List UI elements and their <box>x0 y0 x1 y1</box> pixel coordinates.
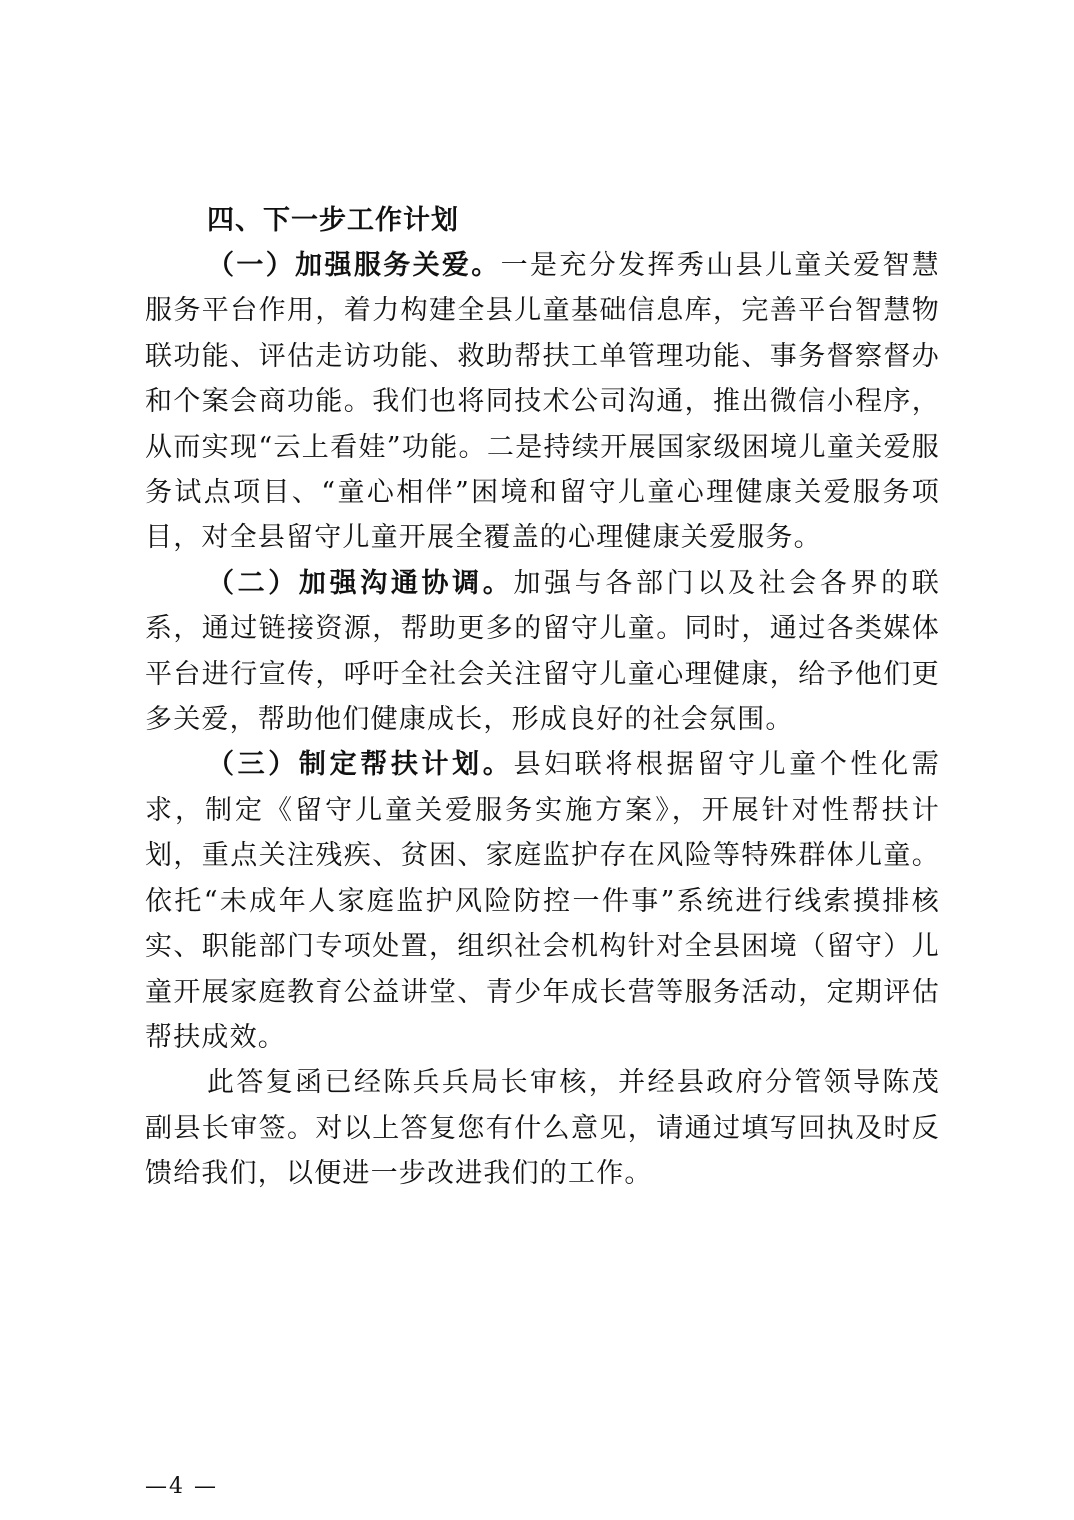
paragraph-text: 此答复函已经陈兵兵局长审核，并经县政府分管领导陈茂副县长审签。对以上答复您有什么意见，请通过填写回执及时反馈给我们，以便进一步改进我们的工作。 <box>145 1067 940 1190</box>
paragraph-closing <box>145 1060 940 1196</box>
paragraph-lead: （三）制定帮扶计划。 <box>207 749 514 781</box>
paragraph-lead: （二）加强沟通协调。 <box>207 567 514 599</box>
document-body <box>145 198 940 1197</box>
paragraph-text: 加强与各部门以及社会各界的联系，通过链接资源，帮助更多的留守儿童。同时，通过各类媒体平台进行宣传，呼吁全社会关注留守儿童心理健康，给予他们更多关爱，帮助他们健康成长，形成良好的社会氛围。 <box>145 567 940 736</box>
paragraph-assistance-plan <box>145 742 940 1060</box>
page-number: —4 — <box>145 1474 218 1499</box>
paragraph-lead: （一）加强服务关爱。 <box>207 250 501 281</box>
paragraph-service-care <box>145 243 940 561</box>
paragraph-communication <box>145 561 940 743</box>
paragraph-text: 县妇联将根据留守儿童个性化需求，制定《留守儿童关爱服务实施方案》，开展针对性帮扶计划，重点关注残疾、贫困、家庭监护存在风险等特殊群体儿童。依托“未成年人家庭监护风险防控一件事”系统进行线索摸排核实、职能部门专项处置，组织社会机构针对全县困境（留守）儿童开展家庭教育公益讲堂、青少年成长营等服务活动，定期评估帮扶成效。 <box>145 749 940 1053</box>
section-heading: 四、下一步工作计划 <box>207 205 459 236</box>
paragraph-text: 一是充分发挥秀山县儿童关爱智慧服务平台作用，着力构建全县儿童基础信息库，完善平台智慧物联功能、评估走访功能、救助帮扶工单管理功能、事务督察督办和个案会商功能。我们也将同技术公司沟通，推出微信小程序，从而实现“云上看娃”功能。二是持续开展国家级困境儿童关爱服务试点项目、“童心相伴”困境和留守儿童心理健康关爱服务项目，对全县留守儿童开展全覆盖的心理健康关爱服务。 <box>145 250 941 554</box>
